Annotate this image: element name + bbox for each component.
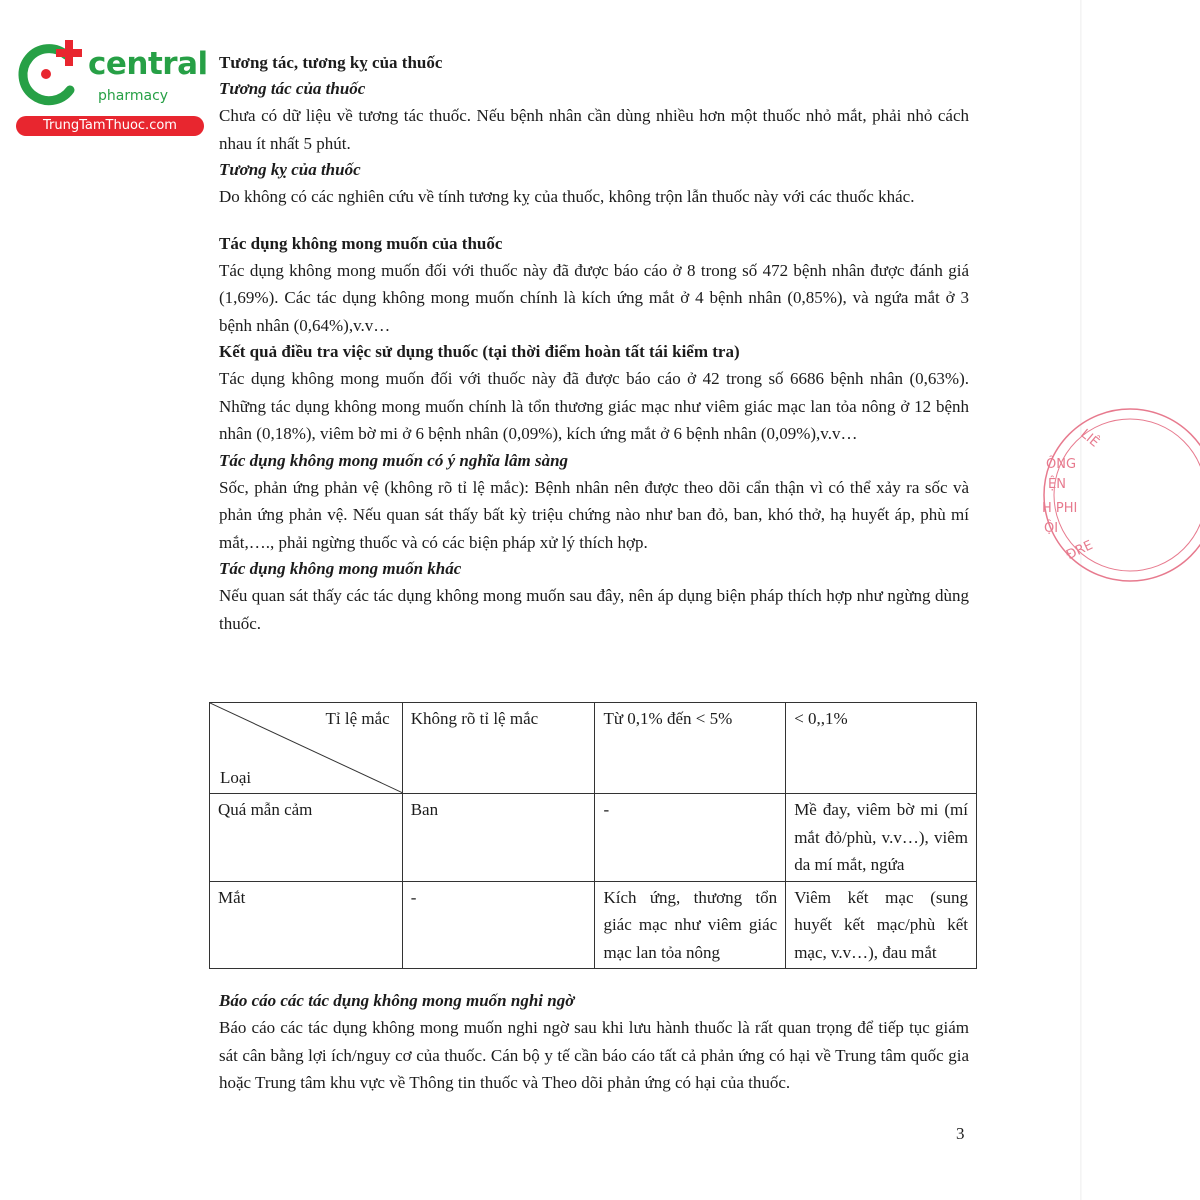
interaction-paragraph: Chưa có dữ liệu về tương tác thuốc. Nếu bệnh nhân cần dùng nhiều hơn một thuốc nhỏ mắt, phải nhỏ cách nhau ít nhất 5 phút. bbox=[219, 106, 969, 153]
document-body bbox=[219, 50, 969, 637]
other-effects-subheading: Tác dụng không mong muốn khác bbox=[219, 559, 462, 578]
stamp-text-6: ĐRE bbox=[1064, 537, 1096, 564]
official-stamp bbox=[1040, 405, 1200, 585]
survey-heading: Kết quả điều tra việc sử dụng thuốc (tại thời điểm hoàn tất tái kiểm tra) bbox=[219, 342, 740, 361]
clinical-effects-subheading: Tác dụng không mong muốn có ý nghĩa lâm sàng bbox=[219, 450, 569, 470]
stamp-text-2: ÔNG bbox=[1046, 457, 1077, 472]
table-cell: - bbox=[402, 881, 595, 969]
stamp-ring-icon bbox=[1040, 405, 1200, 585]
report-paragraph: Báo cáo các tác dụng không mong muốn nghi ngờ sau khi lưu hành thuốc là rất quan trọng để tiếp tục giám sát cân bằng lợi ích/nguy cơ của thuốc. Cán bộ y tế cần báo cáo tất cả phản ứng có hại về Trung tâm quốc gia hoặc Trung tâm khu vực về Thông tin thuốc và Theo dõi phản ứng có hại của thuốc. bbox=[219, 1018, 969, 1092]
logo-site-badge: TrungTamThuoc.com bbox=[16, 116, 204, 136]
other-effects-paragraph: Nếu quan sát thấy các tác dụng không mong muốn sau đây, nên áp dụng biện pháp thích hợp như ngừng dùng thuốc. bbox=[219, 586, 969, 633]
page-number: 3 bbox=[956, 1124, 965, 1143]
table-cell: Viêm kết mạc (sung huyết kết mạc/phù kết mạc, v.v…), đau mắt bbox=[786, 881, 977, 969]
table-cell: Ban bbox=[402, 794, 595, 882]
corner-rate-label: Tỉ lệ mắc bbox=[325, 709, 390, 728]
table-header-cell: Không rõ tỉ lệ mắc bbox=[402, 703, 595, 794]
table-cell: - bbox=[595, 794, 786, 882]
stamp-text-5: ỘI bbox=[1044, 521, 1059, 536]
central-pharmacy-logo bbox=[10, 38, 210, 138]
table-corner-cell bbox=[210, 703, 403, 794]
table-row-type: Mắt bbox=[210, 881, 403, 969]
table-row-type: Quá mẫn cảm bbox=[210, 794, 403, 882]
stamp-text-1: LIÊ bbox=[1077, 426, 1102, 451]
table-header-cell: Từ 0,1% đến < 5% bbox=[595, 703, 786, 794]
clinical-effects-paragraph: Sốc, phản ứng phản vệ (không rõ tỉ lệ mắc): Bệnh nhân nên được theo dõi cẩn thận vì có thể xảy ra sốc và phản ứng phản vệ. Nếu quan sát thấy bất kỳ triệu chứng nào như ban đỏ, ban, khó thở, hạ huyết áp, phù mí mắt,…., phải ngừng thuốc và có các biện pháp xử lý thích hợp. bbox=[219, 477, 969, 552]
report-subheading: Báo cáo các tác dụng không mong muốn nghi ngờ bbox=[219, 991, 575, 1010]
report-section bbox=[219, 988, 969, 1097]
table-header-row bbox=[210, 703, 977, 794]
table-row bbox=[210, 881, 977, 969]
adverse-effects-table bbox=[209, 702, 977, 969]
stamp-text-4: H PHI bbox=[1042, 501, 1078, 516]
survey-paragraph: Tác dụng không mong muốn đối với thuốc này đã được báo cáo ở 42 trong số 6686 bệnh nhân (0,63%). Những tác dụng không mong muốn chính là tổn thương giác mạc như viêm giác mạc lan tỏa nông ở 12 bệnh nhân (0,18%), viêm bờ mi ở 6 bệnh nhân (0,09%), kích ứng mắt ở 6 bệnh nhân (0,09%),v.v… bbox=[219, 369, 969, 443]
table-cell: Mề đay, viêm bờ mi (mí mắt đỏ/phù, v.v…), viêm da mí mắt, ngứa bbox=[786, 794, 977, 882]
adverse-effects-paragraph: Tác dụng không mong muốn đối với thuốc này đã được báo cáo ở 8 trong số 472 bệnh nhân được đánh giá (1,69%). Các tác dụng không mong muốn chính là kích ứng mắt ở 4 bệnh nhân (0,85%), và ngứa mắt ở 3 bệnh nhân (0,64%),v.v… bbox=[219, 260, 969, 335]
table-cell: Kích ứng, thương tổn giác mạc như viêm giác mạc lan tỏa nông bbox=[595, 881, 786, 969]
interaction-subheading: Tương tác của thuốc bbox=[219, 79, 366, 98]
incompatibility-paragraph: Do không có các nghiên cứu về tính tương kỵ của thuốc, không trộn lẫn thuốc này với các thuốc khác. bbox=[219, 187, 915, 206]
logo-mark-icon bbox=[10, 38, 90, 114]
interaction-heading: Tương tác, tương kỵ của thuốc bbox=[219, 53, 443, 72]
adverse-effects-heading: Tác dụng không mong muốn của thuốc bbox=[219, 233, 503, 253]
table-row bbox=[210, 794, 977, 882]
table-header-cell: < 0,,1% bbox=[786, 703, 977, 794]
corner-type-label: Loại bbox=[220, 767, 252, 787]
stamp-text-3: ỆN bbox=[1048, 477, 1066, 492]
paper-edge bbox=[1080, 0, 1082, 1200]
logo-brand: central bbox=[88, 46, 208, 82]
incompatibility-subheading: Tương kỵ của thuốc bbox=[219, 160, 361, 179]
logo-subtitle: pharmacy bbox=[98, 88, 169, 104]
